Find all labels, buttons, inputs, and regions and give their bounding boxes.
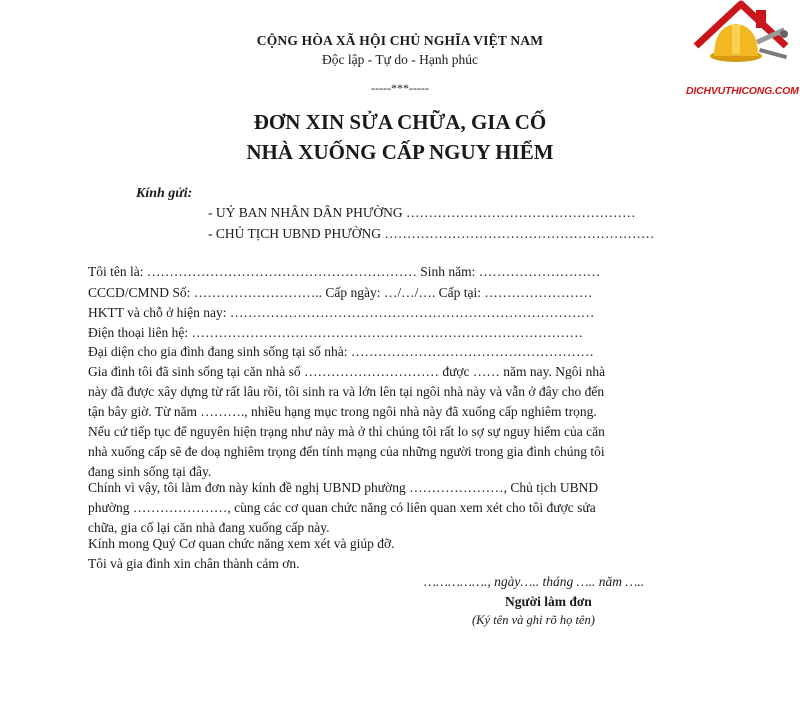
- recipient-ward-committee: - UỶ BAN NHÂN DÂN PHƯỜNG ……………………………………………: [208, 205, 636, 220]
- paragraph-line: đang sinh sống tại đây.: [88, 464, 212, 479]
- date-line: ……………., ngày….. tháng ….. năm …..: [424, 574, 645, 589]
- paragraph-line: này đã được xây dựng từ rất lâu rồi, tôi sinh ra và lớn lên tại ngôi nhà này và vẫn ở đây cho đến: [88, 384, 605, 399]
- paragraph-line: Gia đình tôi đã sinh sống tại căn nhà số ………………………… được …… năm nay. Ngôi nhà: [88, 364, 606, 379]
- field-residence: HKTT và chỗ ở hiện nay: ………………………………………………………………………: [88, 305, 595, 320]
- field-full-name: Tôi tên là: …………………………………………………… Sinh năm: ………………………: [88, 264, 601, 279]
- paragraph-request: [88, 478, 710, 538]
- logo-text: DICHVUTHICONG.COM: [686, 85, 799, 97]
- paragraph-line: Chính vì vậy, tôi làm đơn này kính đề nghị UBND phường …………………, Chủ tịch UBND: [88, 480, 599, 495]
- paragraph-plea: Kính mong Quý Cơ quan chức năng xem xét và giúp đỡ.: [88, 536, 395, 551]
- document-title-line2: NHÀ XUỐNG CẤP NGUY HIỂM: [246, 140, 554, 164]
- recipient-chairman: - CHỦ TỊCH UBND PHƯỜNG ……………………………………………………: [208, 226, 655, 241]
- national-motto: Độc lập - Tự do - Hạnh phúc: [322, 52, 478, 67]
- signer-label: Người làm đơn: [505, 594, 592, 609]
- national-title: CỘNG HÒA XÃ HỘI CHỦ NGHĨA VIỆT NAM: [256, 33, 544, 48]
- paragraph-line: Nếu cứ tiếp tục để nguyên hiện trạng như này mà ở thì chúng tôi rất lo sợ sự nguy hiểm của căn: [88, 424, 605, 439]
- paragraph-situation: [88, 362, 710, 482]
- signature-note: (Ký tên và ghi rõ họ tên): [472, 613, 595, 627]
- paragraph-line: chữa, gia cố lại căn nhà đang xuống cấp này.: [88, 520, 330, 535]
- paragraph-line: phường …………………, cùng các cơ quan chức năng có liên quan xem xét cho tôi được sửa: [88, 500, 596, 515]
- separator: -----***-----: [371, 81, 429, 95]
- paragraph-line: tận bây giờ. Từ năm ………., nhiều hạng mục trong ngôi nhà này đã xuống cấp nghiêm trọng.: [88, 404, 597, 419]
- document-title-line1: ĐƠN XIN SỬA CHỮA, GIA CỐ: [253, 110, 547, 134]
- field-phone: Điện thoại liên hệ: ……………………………………………………………………………: [88, 325, 583, 340]
- paragraph-line: nhà xuống cấp sẽ đe doạ nghiêm trọng đến tính mạng của những người trong gia đình chúng tôi: [88, 444, 605, 459]
- field-id-card: CCCD/CMND Số: ……………………….. Cấp ngày: …/…/…. Cấp tại: ……………………: [88, 285, 593, 300]
- greeting: Kính gửi:: [136, 186, 193, 201]
- field-representative-address: Đại diện cho gia đình đang sinh sống tại số nhà: ………………………………………………: [88, 344, 594, 359]
- paragraph-thanks: Tôi và gia đình xin chân thành cảm ơn.: [88, 556, 300, 571]
